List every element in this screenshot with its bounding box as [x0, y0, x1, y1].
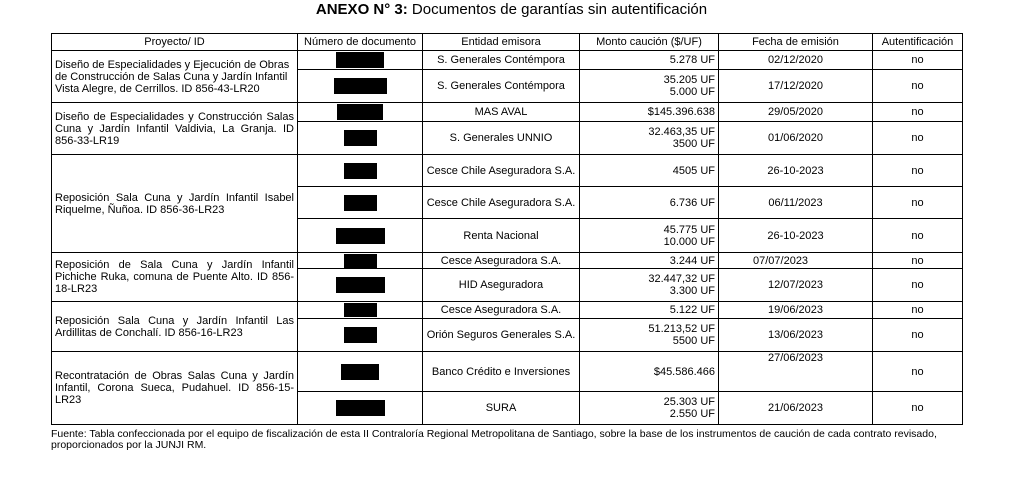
project-cell: Reposición Sala Cuna y Jardín Infantil Isabel Riquelme, Ñuñoa. ID 856-36-LR23 [52, 155, 298, 253]
amount-line: 5.000 UF [669, 86, 715, 98]
amount-line: 5500 UF [672, 335, 715, 347]
amount-cell [580, 122, 719, 155]
project-cell: Reposición de Sala Cuna y Jardín Infantil Pichiche Ruka, comuna de Puente Alto. ID 856-18-LR23 [52, 253, 298, 302]
issuer-cell: MAS AVAL [423, 103, 580, 122]
header-amount: Monto caución ($/UF) [580, 34, 719, 51]
issuer-cell: S. Generales Contémpora [423, 70, 580, 103]
issuer-cell: S. Generales Contémpora [423, 51, 580, 70]
authentication-cell: no [873, 352, 963, 392]
amount-cell [580, 219, 719, 253]
amount-line: 51.213,52 UF [648, 323, 715, 335]
amount-line: 3500 UF [672, 138, 715, 150]
amount-line: 35.205 UF [663, 74, 715, 86]
project-cell: Diseño de Especialidades y Construcción Salas Cuna y Jardín Infantil Valdivia, La Granja. ID 856-33-LR19 [52, 103, 298, 155]
issuer-cell: SURA [423, 392, 580, 425]
redacted-document-number [298, 51, 423, 70]
authentication-cell: no [873, 253, 963, 269]
project-cell: Recontratación de Obras Salas Cuna y Jardín Infantil, Corona Sueca, Pudahuel. ID 856-15-LR23 [52, 352, 298, 425]
amount-cell [580, 352, 719, 392]
authentication-cell: no [873, 219, 963, 253]
amount-cell [580, 187, 719, 219]
issuer-cell: Banco Crédito e Inversiones [423, 352, 580, 392]
issue-date-cell: 17/12/2020 [719, 70, 873, 103]
amount-line: 5.122 UF [669, 304, 715, 316]
issue-date-cell: 19/06/2023 [719, 302, 873, 319]
issue-date-cell: 02/12/2020 [719, 51, 873, 70]
amount-line: 6.736 UF [669, 196, 715, 209]
issue-date-cell: 21/06/2023 [719, 392, 873, 425]
redacted-document-number [298, 70, 423, 103]
header-project: Proyecto/ ID [52, 34, 298, 51]
project-cell: Reposición Sala Cuna y Jardín Infantil Las Ardillitas de Conchalí. ID 856-16-LR23 [52, 302, 298, 352]
amount-line: 10.000 UF [663, 235, 715, 248]
redacted-document-number [298, 253, 423, 269]
source-footnote: Fuente: Tabla confeccionada por el equipo de fiscalización de esta II Contraloría Regional Metropolitana de Santiago, sobre la base de los instrumentos de caución de cada contrato revisado, proporcionados por la JUNJI RM. [51, 428, 937, 451]
issue-date-cell: 26-10-2023 [719, 155, 873, 187]
redacted-document-number [298, 103, 423, 122]
header-document-number: Número de documento [298, 34, 423, 51]
amount-cell [580, 302, 719, 319]
redacted-document-number [298, 392, 423, 425]
table-row [52, 302, 963, 319]
amount-cell [580, 155, 719, 187]
header-issue-date: Fecha de emisión [719, 34, 873, 51]
authentication-cell: no [873, 51, 963, 70]
authentication-cell: no [873, 155, 963, 187]
authentication-cell: no [873, 269, 963, 302]
redacted-document-number [298, 155, 423, 187]
amount-line: 2.550 UF [669, 408, 715, 420]
amount-line: 45.775 UF [663, 223, 715, 236]
redacted-document-number [298, 219, 423, 253]
issuer-cell: HID Aseguradora [423, 269, 580, 302]
amount-line: 3.300 UF [669, 285, 715, 297]
issue-date-cell: 06/11/2023 [719, 187, 873, 219]
amount-cell [580, 392, 719, 425]
authentication-cell: no [873, 122, 963, 155]
issuer-cell: Cesce Aseguradora S.A. [423, 253, 580, 269]
issue-date-cell: 01/06/2020 [719, 122, 873, 155]
amount-line: 32.463,35 UF [648, 126, 715, 138]
table-row [52, 253, 963, 269]
authentication-cell: no [873, 70, 963, 103]
amount-cell [580, 51, 719, 70]
header-issuer: Entidad emisora [423, 34, 580, 51]
amount-line: 32.447,32 UF [648, 273, 715, 285]
issuer-cell: Orión Seguros Generales S.A. [423, 319, 580, 352]
annex-title [0, 0, 1023, 20]
amount-cell [580, 319, 719, 352]
issuer-cell: Cesce Chile Aseguradora S.A. [423, 187, 580, 219]
issue-date-cell: 12/07/2023 [719, 269, 873, 302]
authentication-cell: no [873, 187, 963, 219]
amount-line: 5.278 UF [669, 54, 715, 66]
redacted-document-number [298, 269, 423, 302]
annex-title-number: ANEXO N° 3: [315, 1, 408, 18]
amount-cell [580, 70, 719, 103]
table-row [52, 155, 963, 187]
header-authentication: Autentificación [873, 34, 963, 51]
table-row [52, 352, 963, 392]
guarantees-table [51, 33, 963, 425]
issue-date-cell: 27/06/2023 [719, 352, 873, 392]
issue-date-cell: 26-10-2023 [719, 219, 873, 253]
amount-line: 3.244 UF [669, 254, 715, 267]
authentication-cell: no [873, 103, 963, 122]
table-row [52, 103, 963, 122]
table-row [52, 51, 963, 70]
authentication-cell: no [873, 302, 963, 319]
amount-cell [580, 103, 719, 122]
amount-line: 25.303 UF [663, 396, 715, 408]
project-cell: Diseño de Especialidades y Ejecución de Obras de Construcción de Salas Cuna y Jardín Infantil Vista Alegre, de Cerrillos. ID 856-43-LR20 [52, 51, 298, 103]
authentication-cell: no [873, 319, 963, 352]
redacted-document-number [298, 352, 423, 392]
table-header-row [52, 34, 963, 51]
redacted-document-number [298, 302, 423, 319]
authentication-cell: no [873, 392, 963, 425]
amount-line: $145.396.638 [647, 106, 715, 118]
redacted-document-number [298, 187, 423, 219]
amount-cell [580, 269, 719, 302]
issue-date-cell: 29/05/2020 [719, 103, 873, 122]
amount-line: 4505 UF [672, 164, 715, 177]
issuer-cell: Cesce Chile Aseguradora S.A. [423, 155, 580, 187]
redacted-document-number [298, 319, 423, 352]
redacted-document-number [298, 122, 423, 155]
annex-title-text: Documentos de garantías sin autentificación [407, 1, 708, 18]
issuer-cell: Renta Nacional [423, 219, 580, 253]
amount-line: $45.586.466 [653, 365, 715, 378]
amount-cell [580, 253, 719, 269]
issue-date-cell: 07/07/2023 [719, 253, 873, 269]
issuer-cell: S. Generales UNNIO [423, 122, 580, 155]
issuer-cell: Cesce Aseguradora S.A. [423, 302, 580, 319]
issue-date-cell: 13/06/2023 [719, 319, 873, 352]
